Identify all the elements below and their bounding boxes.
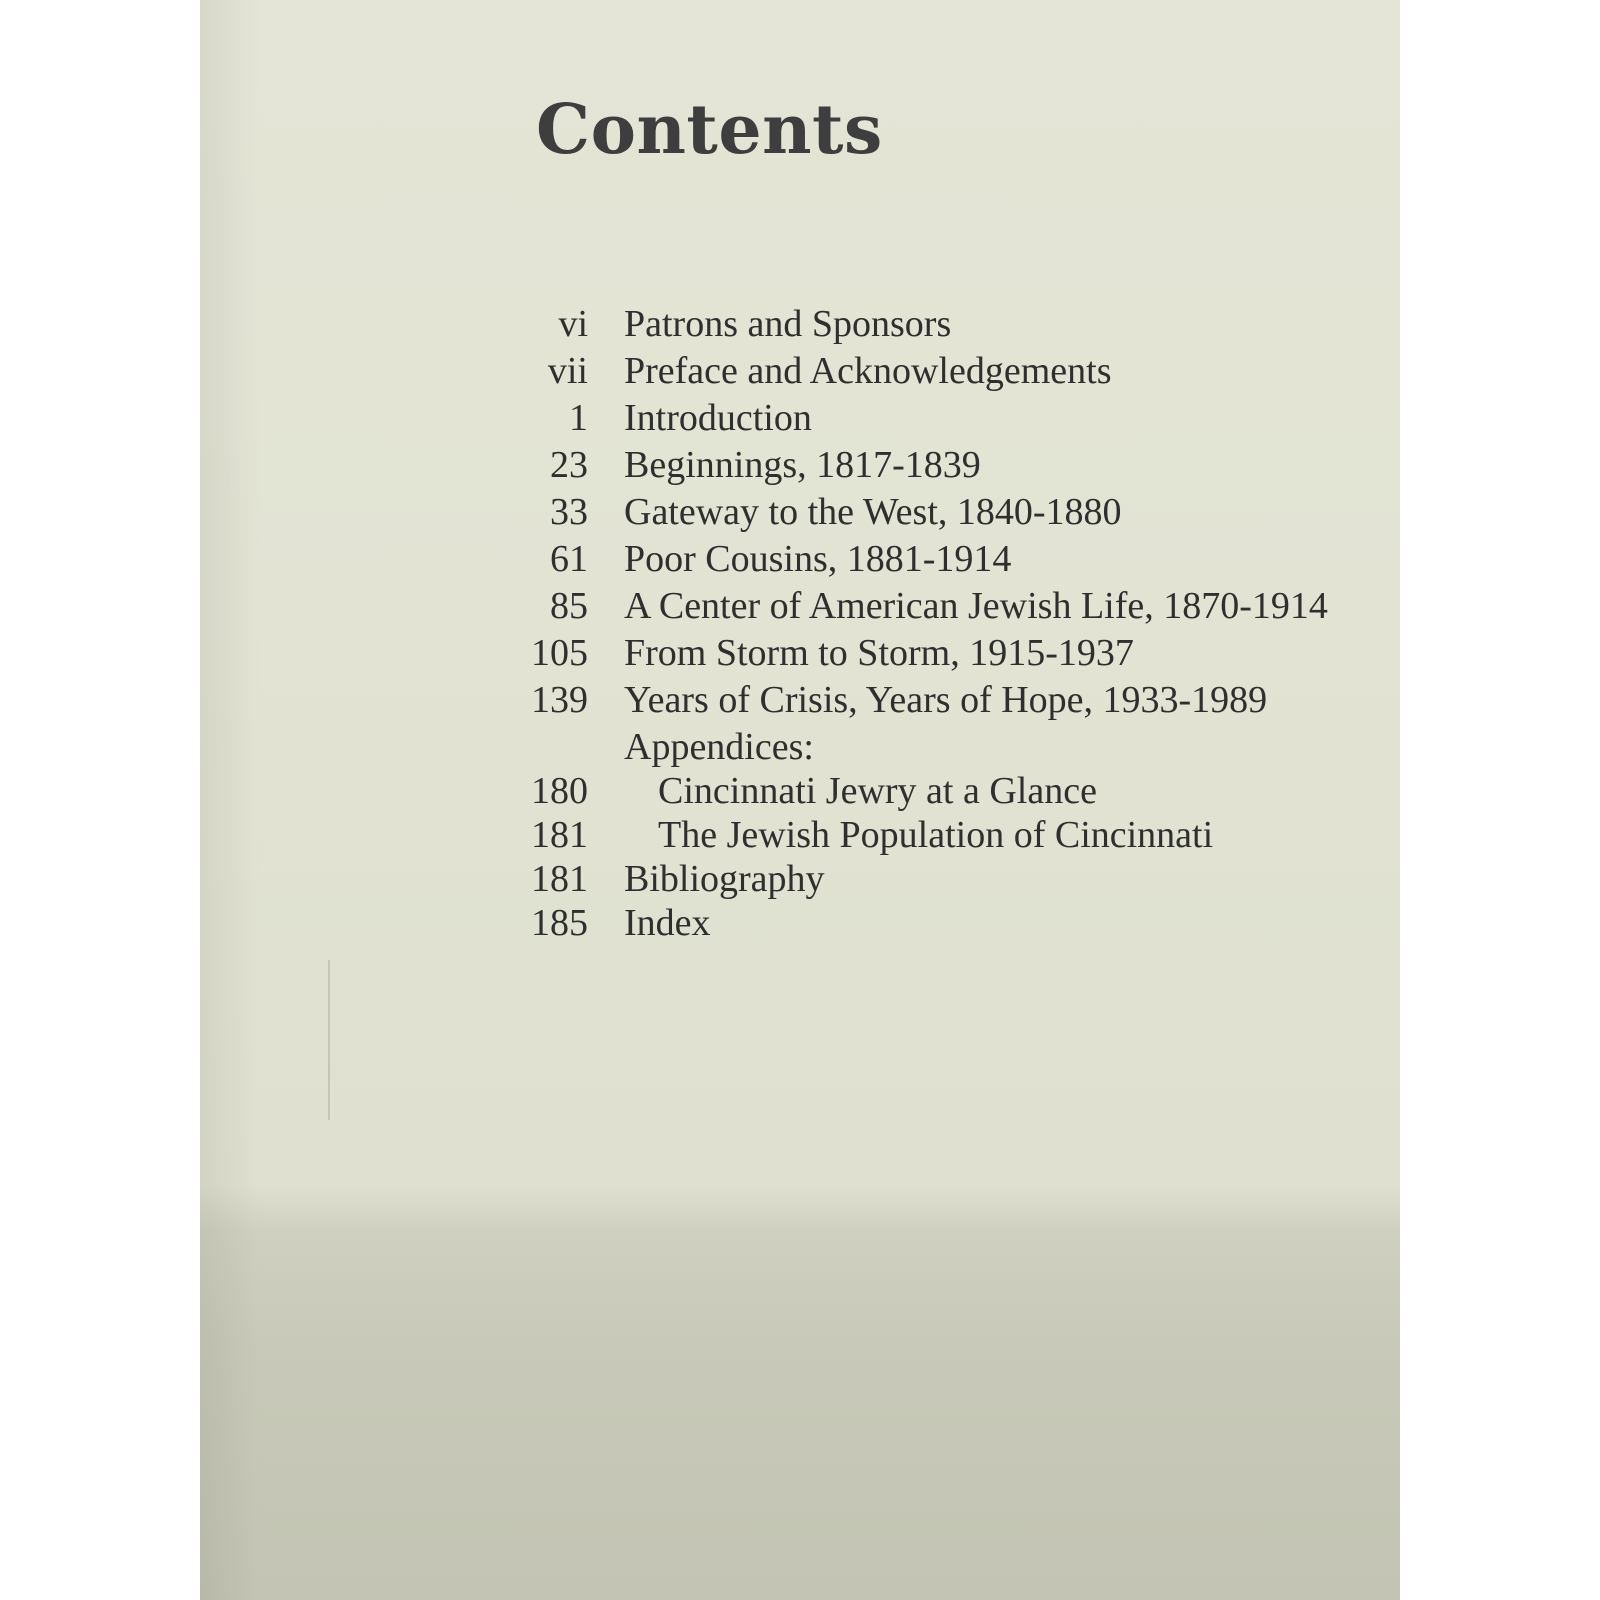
toc-page-number: 181 bbox=[531, 858, 588, 900]
table-of-contents bbox=[500, 302, 1380, 945]
toc-page-number: 185 bbox=[531, 902, 588, 944]
toc-entry-title: Introduction bbox=[624, 397, 812, 439]
toc-entry-appendices bbox=[500, 725, 1380, 769]
toc-entry-population bbox=[500, 813, 1380, 857]
toc-entry-title: Bibliography bbox=[624, 858, 825, 900]
page-title: Contents bbox=[536, 90, 883, 170]
toc-entry-introduction bbox=[500, 396, 1380, 443]
toc-entry-bibliography bbox=[500, 857, 1380, 901]
toc-entry-title: Preface and Acknowledgements bbox=[624, 350, 1112, 392]
toc-entry-patrons bbox=[500, 302, 1380, 349]
book-page bbox=[200, 0, 1400, 1600]
page-fold-shadow bbox=[200, 0, 260, 1600]
toc-entry-title: A Center of American Jewish Life, 1870-1914 bbox=[624, 585, 1328, 627]
toc-entry-title: Beginnings, 1817-1839 bbox=[624, 444, 981, 486]
toc-entry-title: Appendices: bbox=[624, 726, 814, 768]
toc-page-number: 181 bbox=[531, 814, 588, 856]
toc-entry-title: Years of Crisis, Years of Hope, 1933-1989 bbox=[624, 679, 1268, 721]
toc-entry-jewry-glance bbox=[500, 769, 1380, 813]
toc-entry-title: Poor Cousins, 1881-1914 bbox=[624, 538, 1012, 580]
toc-page-number: vi bbox=[558, 303, 588, 345]
toc-page-number: 23 bbox=[550, 444, 588, 486]
toc-page-number: 139 bbox=[531, 679, 588, 721]
toc-entry-title: Gateway to the West, 1840-1880 bbox=[624, 491, 1122, 533]
toc-entry-crisis bbox=[500, 678, 1380, 725]
toc-entry-center bbox=[500, 584, 1380, 631]
toc-entry-title: The Jewish Population of Cincinnati bbox=[658, 814, 1214, 856]
page-crease bbox=[328, 960, 330, 1120]
toc-page-number: 33 bbox=[550, 491, 588, 533]
toc-entry-storm bbox=[500, 631, 1380, 678]
toc-entry-title: Patrons and Sponsors bbox=[624, 303, 952, 345]
toc-page-number: 105 bbox=[531, 632, 588, 674]
toc-entry-title: Index bbox=[624, 902, 711, 944]
toc-page-number: 180 bbox=[531, 770, 588, 812]
toc-entry-title: Cincinnati Jewry at a Glance bbox=[658, 770, 1097, 812]
toc-entry-index bbox=[500, 901, 1380, 945]
toc-page-number: 85 bbox=[550, 585, 588, 627]
toc-page-number: vii bbox=[547, 350, 588, 392]
toc-page-number: 61 bbox=[550, 538, 588, 580]
toc-entry-beginnings bbox=[500, 443, 1380, 490]
toc-entry-poor-cousins bbox=[500, 537, 1380, 584]
toc-entry-gateway bbox=[500, 490, 1380, 537]
toc-page-number: 1 bbox=[569, 397, 588, 439]
toc-entry-title: From Storm to Storm, 1915-1937 bbox=[624, 632, 1134, 674]
toc-entry-preface bbox=[500, 349, 1380, 396]
